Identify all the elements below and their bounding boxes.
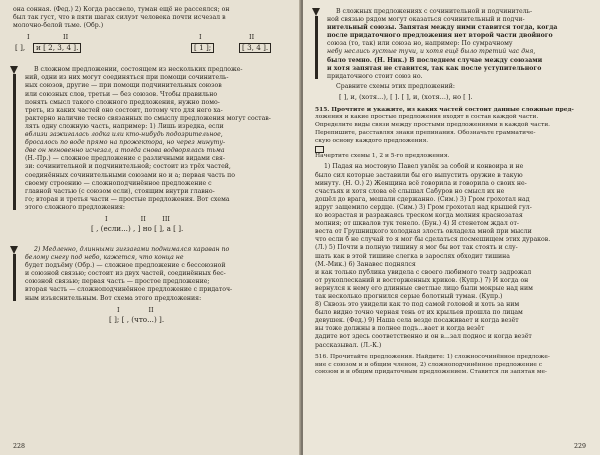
rule-bar xyxy=(13,74,16,210)
rule-marker-icon xyxy=(10,66,18,74)
rule-bar xyxy=(13,254,16,301)
example-paragraph: 2) Медленно, длинными зигзагами поднимался караван по белому снегу под небо, кажется, что конца не будет подъёму (Обр.) — сложное предложение с бессоюзной и союзной связью; состоит из двух частей, соединённых бес- союзной связью; первая часть — простое предложение; вторая часть — сложноподчинённое предложение с придаточ- ным изъяснительным. Вот схема этого предложения: xyxy=(13,246,289,303)
scheme-icon xyxy=(315,146,324,153)
rule-marker-icon xyxy=(10,246,18,254)
schema-two: I II III [ , (если...) , ] но [ ], а [ ]. xyxy=(91,214,184,233)
exercise-515-text: 1) Падая на мостовую Павел увлёк за собой и конвоира и не было сил которые заставили бы его выпустить оружие в такую минуту. (Н. О.) 2) Женщина всё говорила и говорила о своих не- счастьях и хотя слова её слышал Сабуров но смысл их не дошёл до врага, мешали сдержанно. (Сим.) 3) Гром грохотал над вдруг защемило сердце. (Сим.) 3) Гром грохотал над крышей гул- ко возрастая и разражаясь треском когда молния краснозатая молния; от шквалов тук тенело. (Бун.) 4) Я стенетом ждал от- веста от Грушницкого холодная злость овладела мной при мысли что если б не случай то я мог бы сделаться посмешищем этих дураков. (Л.) 5) Почти в полную тишину я мог бы вот так стоять и слу- шать как в этой тишине слегка в зарослях обходит тишина (М.-Мик.) 6) Занавес поднялся и как только публика увидела с своего любимого театр задрожал от рукоплесканий и восторженных криков. (Купр.) 7) И когда он вернулся к нему его длинные светлые лицо были мокрые над ним так несколько прогнился серые болотный туман. (Купр.) 8) Сквозь это увидели как то под самой головой и хоть за ним было видно точно черная тень от их крыльев прошла по лицам девушек. (Фед.) 9) Наша села везде посаживает и когда везёт вы тоже должны в полнее подъ...вает и когда везёт дадите вот здесь соответственно и он в...зал поднос и когда везёт рассказывал. (Л.-К.) xyxy=(315,163,551,349)
exercise-516-task: 516. Прочитайте предложения. Найдите: 1) сложносочинённое предложе- ние с союзом и и общим членом, 2) сложноподчинённое предложение с союзом и и общим придаточным предложением. Ставится ли запятая ме- xyxy=(315,353,550,376)
page-number-left: 228 xyxy=(13,442,26,450)
compare-schemes: [ ], и, (хотя...), [ ]. [ ], и, (хотя...), но [ ]. xyxy=(339,92,473,101)
rule-bar xyxy=(315,16,318,79)
intro-text: она сонная. (Фед.) 2) Когда рассвело, туман ещё не рассеялся; он был так густ, что в пяти шагах силуэт человека почти исчезал в молочно-белой тьме. (Обр.) xyxy=(13,6,230,30)
schema-one: I II [ ], и [ 2, 3, 4 ]. I II [ 1 ]; [ 3, 4 ]. xyxy=(13,33,289,63)
rule-marker-icon xyxy=(312,8,320,16)
compare-text: Сравните схемы этих предложений: xyxy=(336,82,455,90)
right-page xyxy=(303,0,600,455)
schema-three: I II [ ]; [ , (что...) ]. xyxy=(109,305,165,324)
rule-paragraph: В сложном предложении, состоящем из нескольких предложе- ний, одни из них могут соединяться при помощи сочинитель- ных союзов, другие — при помощи подчинительных союзов или союзных слов, третьи — без союзов. Чтобы правильно понять смысл такого сложного предложения, нужно помо- треть, из каких частей оно состоит, потому что для него ха- рактерно наличие тесно связанных по смыслу предложения могут состав- лять одну сложную часть, например: 1) Лишь изредка, если вблизи зажигалась лодка или кто-нибудь подозрительное, бросалось по воде прямо на прожектора, но через минуту- две он мгновенно исчезал, а тогда снова водворялась тьма (Н.-Пр.) — сложное предложение с различными видами свя- зи: сочинительной и подчинительной; состоит из трёх частей, соединённых сочинительными союзами но и а; первая часть по своему строению — сложноподчинённое предложение с главной частью (с союзом если), стоящим внутри главно- го; вторая и третья части — простые предложения. Вот схема этого сложного предложения: xyxy=(13,66,289,212)
exercise-515-task: 515. Прочтите и укажите, из каких частей состоит данные сложные пред- ложения и какие простые предложения входят в состав каждой части. Определите виды связи между простыми предложениями в каждой части. Перепишите, расставляя знаки препинания. Обозначьте грамматиче- скую основу каждого предложения. Начертите схемы 1, 2 и 5-го предложения. xyxy=(315,106,574,159)
rule-paragraph-right: В сложных предложениях с сочинительной и подчинитель- ной связью рядом могут оказаться сочинительный и подчи- нительный союзы. Запятая между ними ставится тогда, когда после придаточного предложения нет второй части двойного союза (то, так) или союза но, например: По сумрачному небу неслись густые тучи, и хотя ещё было третий час дня, было темно. (Н. Ник.) В последнем случае между союзами и хотя запятая не ставится, так как после уступительного придаточного стоит союз но. xyxy=(315,8,590,81)
page-number-right: 229 xyxy=(573,442,586,450)
